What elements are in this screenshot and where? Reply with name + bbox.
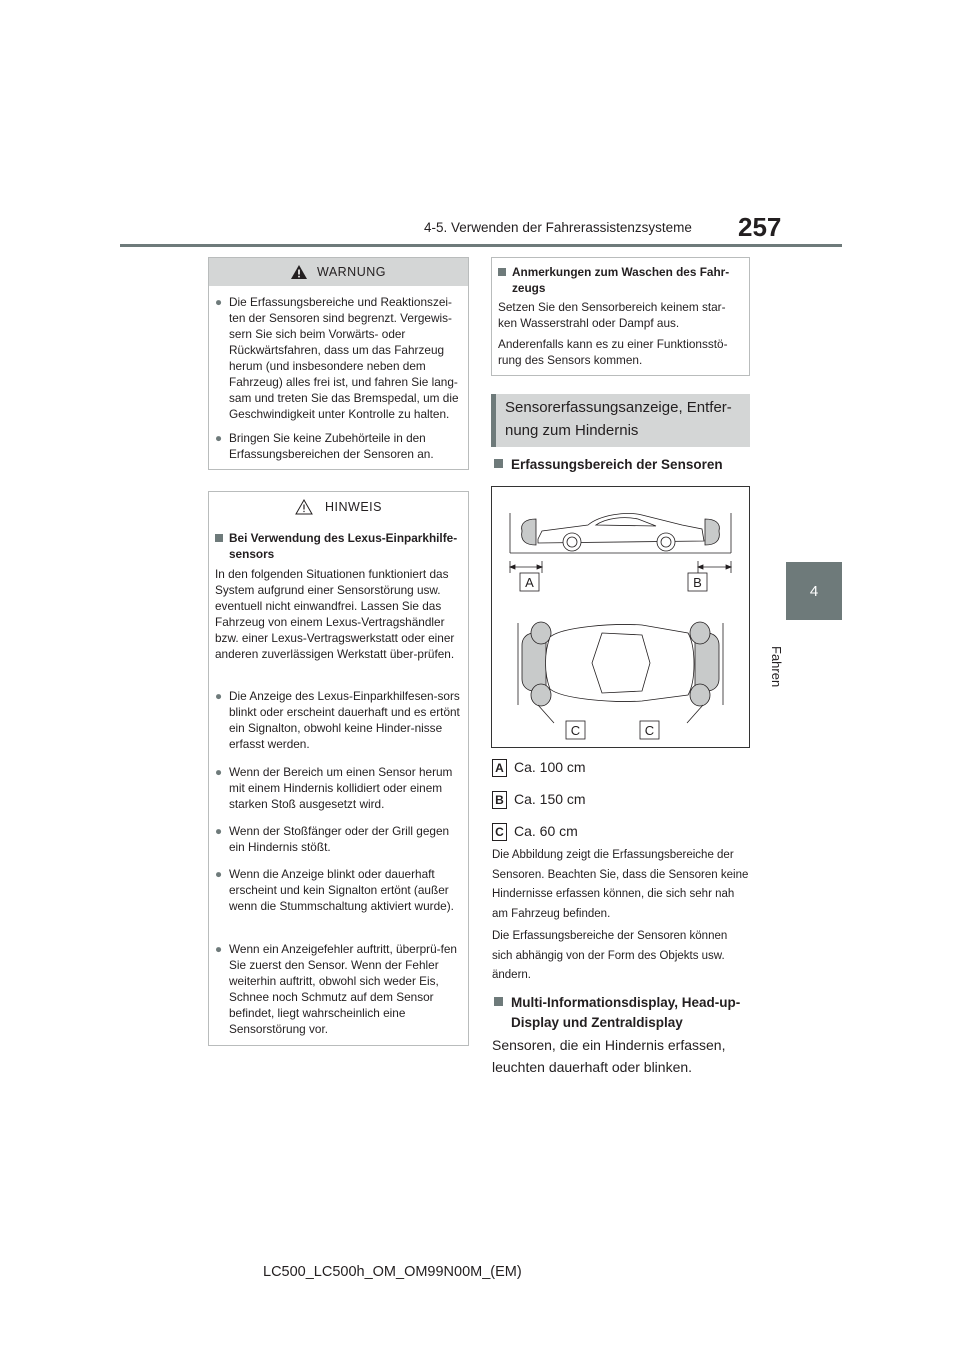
figure-label-c: C xyxy=(644,723,655,738)
washing-paragraph: Setzen Sie den Sensorbereich keinem star-ken Wasserstrahl oder Dampf aus. xyxy=(498,300,726,330)
chapter-number: 4 xyxy=(809,582,819,600)
document-code: LC500_LC500h_OM_OM99N00M_(EM) xyxy=(263,1264,522,1280)
sensor-range-illustration xyxy=(492,487,749,747)
detection-paragraph: Die Erfassungsbereiche der Sensoren können sich abhängig von der Form des Objekts usw. ändern. xyxy=(492,930,728,981)
square-bullet-icon xyxy=(494,997,503,1006)
legend-value-b: Ca. 150 cm xyxy=(514,791,586,807)
display-heading-line2: Display und Zentraldisplay xyxy=(511,1015,683,1030)
notice-intro: In den folgenden Situationen funktioniert das System aufgrund einer Sensorstörung usw. eventuell nicht einwandfrei. Lassen Sie das Fahrzeug von einem Lexus-Vertragshändler bzw. einer Lexus-Vertragswerkstatt oder einer anderen zuverlässigen Werkstatt über-prüfen. xyxy=(215,567,455,661)
section-header-title: 4-5. Verwenden der Fahrerassistenzsysteme xyxy=(424,220,692,235)
warning-triangle-icon xyxy=(291,265,307,279)
bullet-icon: ● xyxy=(215,431,223,445)
legend-value-c: Ca. 60 cm xyxy=(514,823,578,839)
detection-heading: Erfassungsbereich der Sensoren xyxy=(494,455,723,474)
car-side-view xyxy=(510,513,731,553)
bullet-icon: ● xyxy=(215,824,223,838)
figure-label-c: C xyxy=(570,723,581,738)
section-heading xyxy=(491,394,750,447)
notice-title: HINWEIS xyxy=(325,500,382,514)
legend-key-c: C xyxy=(492,823,507,841)
square-bullet-icon xyxy=(215,534,223,542)
warning-header xyxy=(209,258,468,286)
square-bullet-icon xyxy=(494,459,503,468)
figure-label-b: B xyxy=(693,575,702,590)
chapter-name: Fahren xyxy=(769,646,784,688)
bullet-icon: ● xyxy=(215,765,223,779)
bullet-icon: ● xyxy=(215,689,223,703)
warning-title: WARNUNG xyxy=(316,265,386,279)
figure-label-a: A xyxy=(525,575,534,590)
warning-box: WARNUNG ● Die Erfassungsbereiche und Reaktionszei-ten der Sensoren sind begrenzt. Vergewis-sern Sie sich beim Vorwärts- oder Rückwärtsfahren, dass um das Fahrzeug herum (und insbesondere neben dem Fahrzeug) alles frei ist, und fahren Sie lang-sam und treten Sie das Bremspedal, um die Geschwindigkeit unter Kontrolle zu halten. ● Bringen Sie keine Zubehörteile in den Erfassungsbereichen der Sensoren an. xyxy=(208,257,469,470)
chapter-tab xyxy=(786,562,842,620)
chapter-label xyxy=(769,628,804,688)
sensor-range-figure xyxy=(491,486,750,748)
bullet-icon: ● xyxy=(215,867,223,881)
square-bullet-icon xyxy=(498,268,506,276)
bullet-icon: ● xyxy=(215,295,223,309)
header-divider xyxy=(120,244,842,247)
section-heading-line: nung zum Hindernis xyxy=(505,422,639,439)
display-body: Sensoren, die ein Hindernis erfassen, leuchten dauerhaft oder blinken. xyxy=(492,1037,726,1075)
section-heading-line: Sensorerfassungsanzeige, Entfer- xyxy=(505,399,732,416)
washing-heading: Anmerkungen zum Waschen des Fahr-zeugs xyxy=(498,264,743,296)
dimension-lines xyxy=(510,561,731,573)
washing-paragraph: Anderenfalls kann es zu einer Funktionsstö-rung des Sensors kommen. xyxy=(498,337,728,367)
notice-header xyxy=(209,492,468,522)
legend-key-b: B xyxy=(492,791,507,809)
legend-key-a: A xyxy=(492,759,507,777)
car-top-view xyxy=(518,622,723,723)
legend-value-a: Ca. 100 cm xyxy=(514,759,586,775)
detection-paragraph: Die Abbildung zeigt die Erfassungsbereiche der Sensoren. Beachten Sie, dass die Sensoren keine Hindernisse erfassen können, die sich sehr nah am Fahrzeug befinden. xyxy=(492,849,749,920)
bullet-icon: ● xyxy=(215,942,223,956)
caution-triangle-icon xyxy=(295,499,313,515)
washing-note-box xyxy=(491,257,750,376)
notice-box: HINWEIS Bei Verwendung des Lexus-Einparkhilfe-sensors In den folgenden Situationen funktioniert das System aufgrund einer Sensorstörung usw. eventuell nicht einwandfrei. Lassen Sie das Fahrzeug von einem Lexus-Vertragshändler bzw. einer Lexus-Vertragswerkstatt oder einer anderen zuverlässigen Werkstatt über-prüfen. ● Die Anzeige des Lexus-Einparkhilfesen-sors blinkt oder erscheint dauerhaft und es ertönt ein Signalton, obwohl keine Hinder-nisse erfasst werden. ● Wenn der Bereich um einen Sensor herum mit einem Hindernis kollidiert oder einem starken Stoß ausgesetzt wird. ● Wenn der Stoßfänger oder der Grill gegen ein Hindernis stößt. ● Wenn die Anzeige blinkt oder dauerhaft erscheint und kein Signalton ertönt (außer wenn die Stummschaltung aktiviert wurde). ● Wenn ein Anzeigefehler auftritt, überprü-fen Sie zuerst den Sensor. Wenn der Fehler weiterhin auftritt, obwohl sich weder Eis, Schnee noch Schmutz auf dem Sensor befindet, liegt wahrscheinlich eine Sensorstörung vor. xyxy=(208,491,469,1046)
display-heading: Multi-Informationsdisplay, Head-up- xyxy=(494,993,752,1012)
notice-subheading: Bei Verwendung des Lexus-Einparkhilfe-sensors xyxy=(215,530,460,562)
page-number: 257 xyxy=(738,212,782,242)
